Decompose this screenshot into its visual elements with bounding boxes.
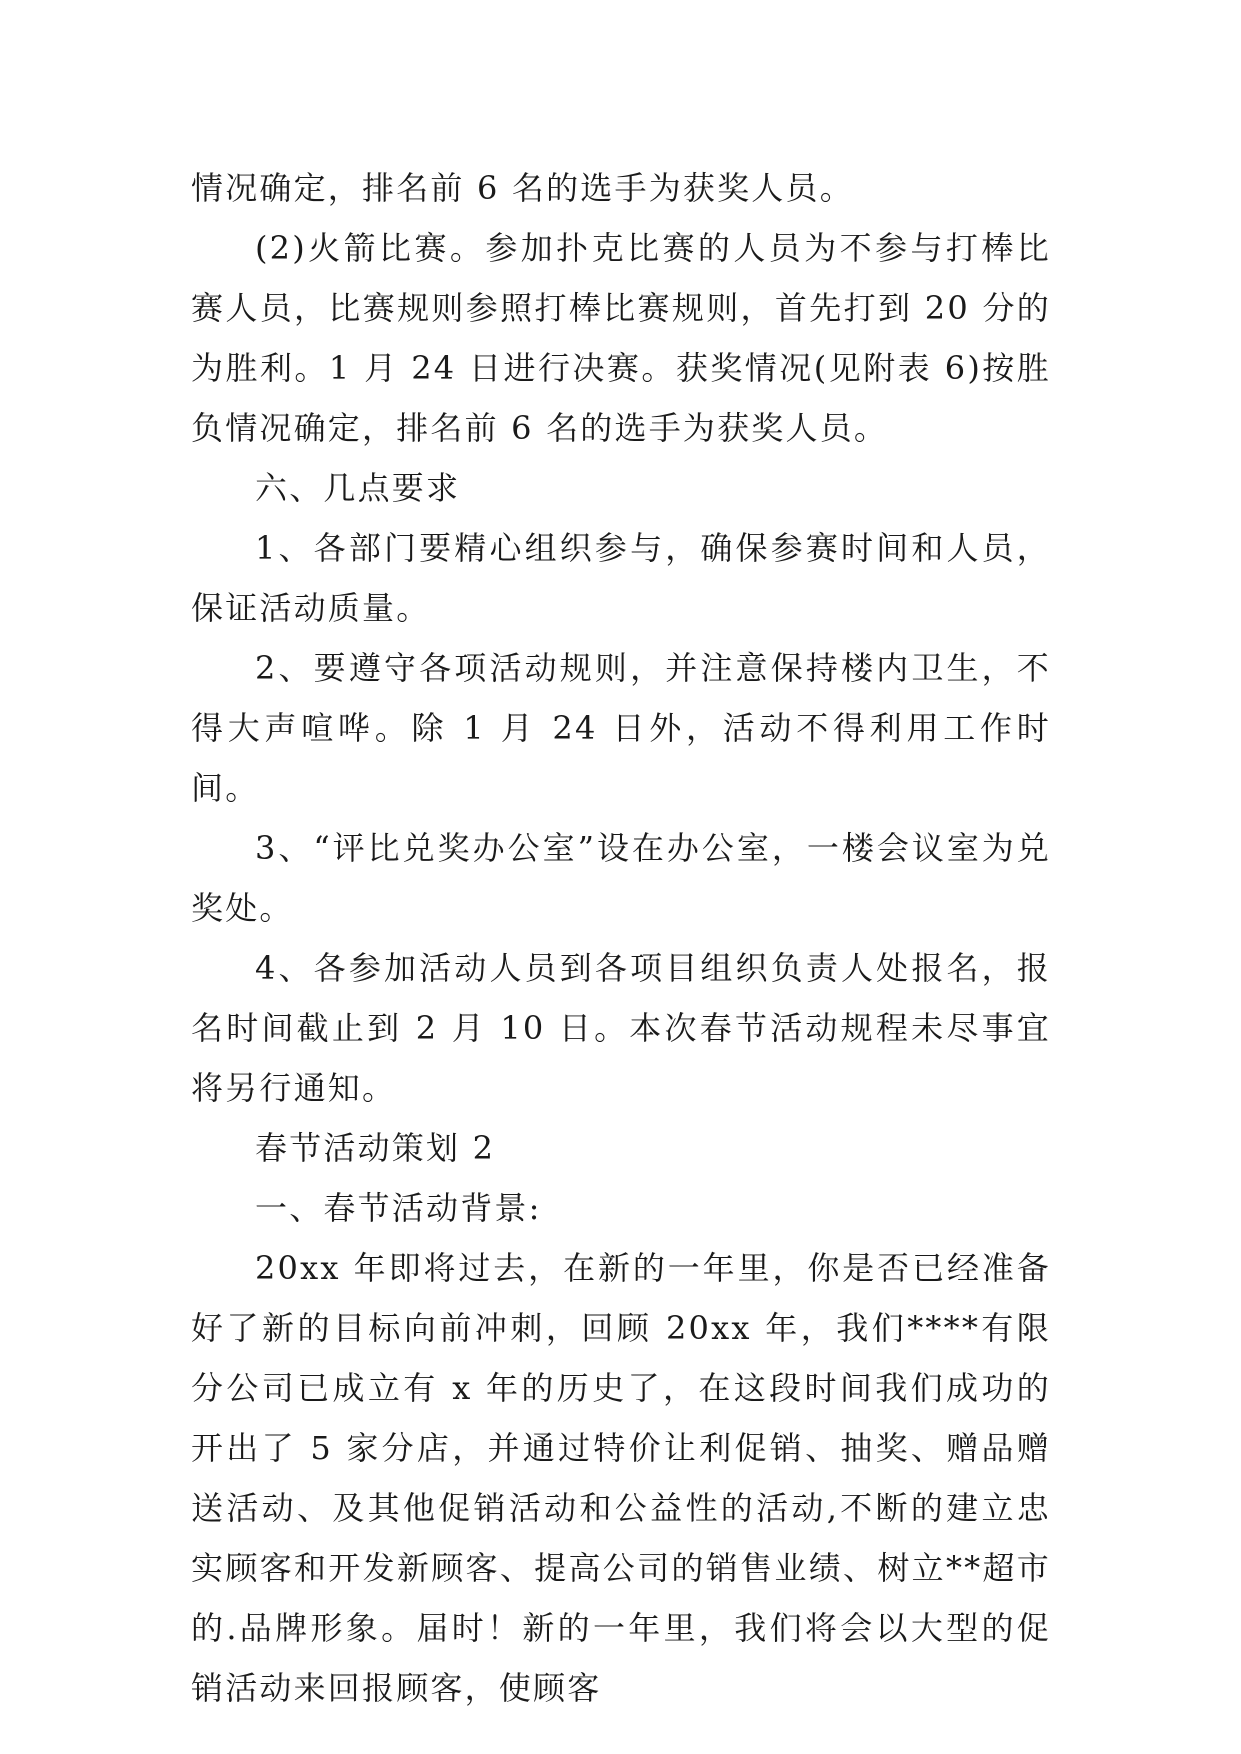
paragraph-2: (2)火箭比赛。参加扑克比赛的人员为不参与打棒比赛人员，比赛规则参照打棒比赛规则，首先打到 20 分的为胜利。1 月 24 日进行决赛。获奖情况(见附表 6)按胜负情况确定，排名前 6 名的选手为获奖人员。 xyxy=(191,229,1051,447)
section-heading-requirements: 六、几点要求 xyxy=(255,469,461,507)
document-body xyxy=(191,158,1051,1718)
paragraph-1: 情况确定，排名前 6 名的选手为获奖人员。 xyxy=(191,169,854,207)
requirement-4: 4、各参加活动人员到各项目组织负责人处报名，报名时间截止到 2 月 10 日。本次春节活动规程未尽事宜将另行通知。 xyxy=(191,949,1051,1107)
document-subtitle: 春节活动策划 2 xyxy=(255,1129,496,1167)
background-paragraph: 20xx 年即将过去，在新的一年里，你是否已经准备好了新的目标向前冲刺，回顾 20xx 年，我们****有限分公司已成立有 x 年的历史了，在这段时间我们成功的开出了 5 家分店，并通过特价让利促销、抽奖、赠品赠送活动、及其他促销活动和公益性的活动,不断的建立忠实顾客和开发新顾客、提高公司的销售业绩、树立**超市的.品牌形象。届时！新的一年里，我们将会以大型的促销活动来回报顾客，使顾客 xyxy=(191,1249,1051,1707)
requirement-1: 1、各部门要精心组织参与，确保参赛时间和人员，保证活动质量。 xyxy=(191,529,1051,627)
section-heading-background: 一、春节活动背景: xyxy=(255,1189,542,1227)
requirement-3: 3、“评比兑奖办公室”设在办公室，一楼会议室为兑奖处。 xyxy=(191,829,1051,927)
requirement-2: 2、要遵守各项活动规则，并注意保持楼内卫生，不得大声喧哗。除 1 月 24 日外，活动不得利用工作时间。 xyxy=(191,649,1051,807)
